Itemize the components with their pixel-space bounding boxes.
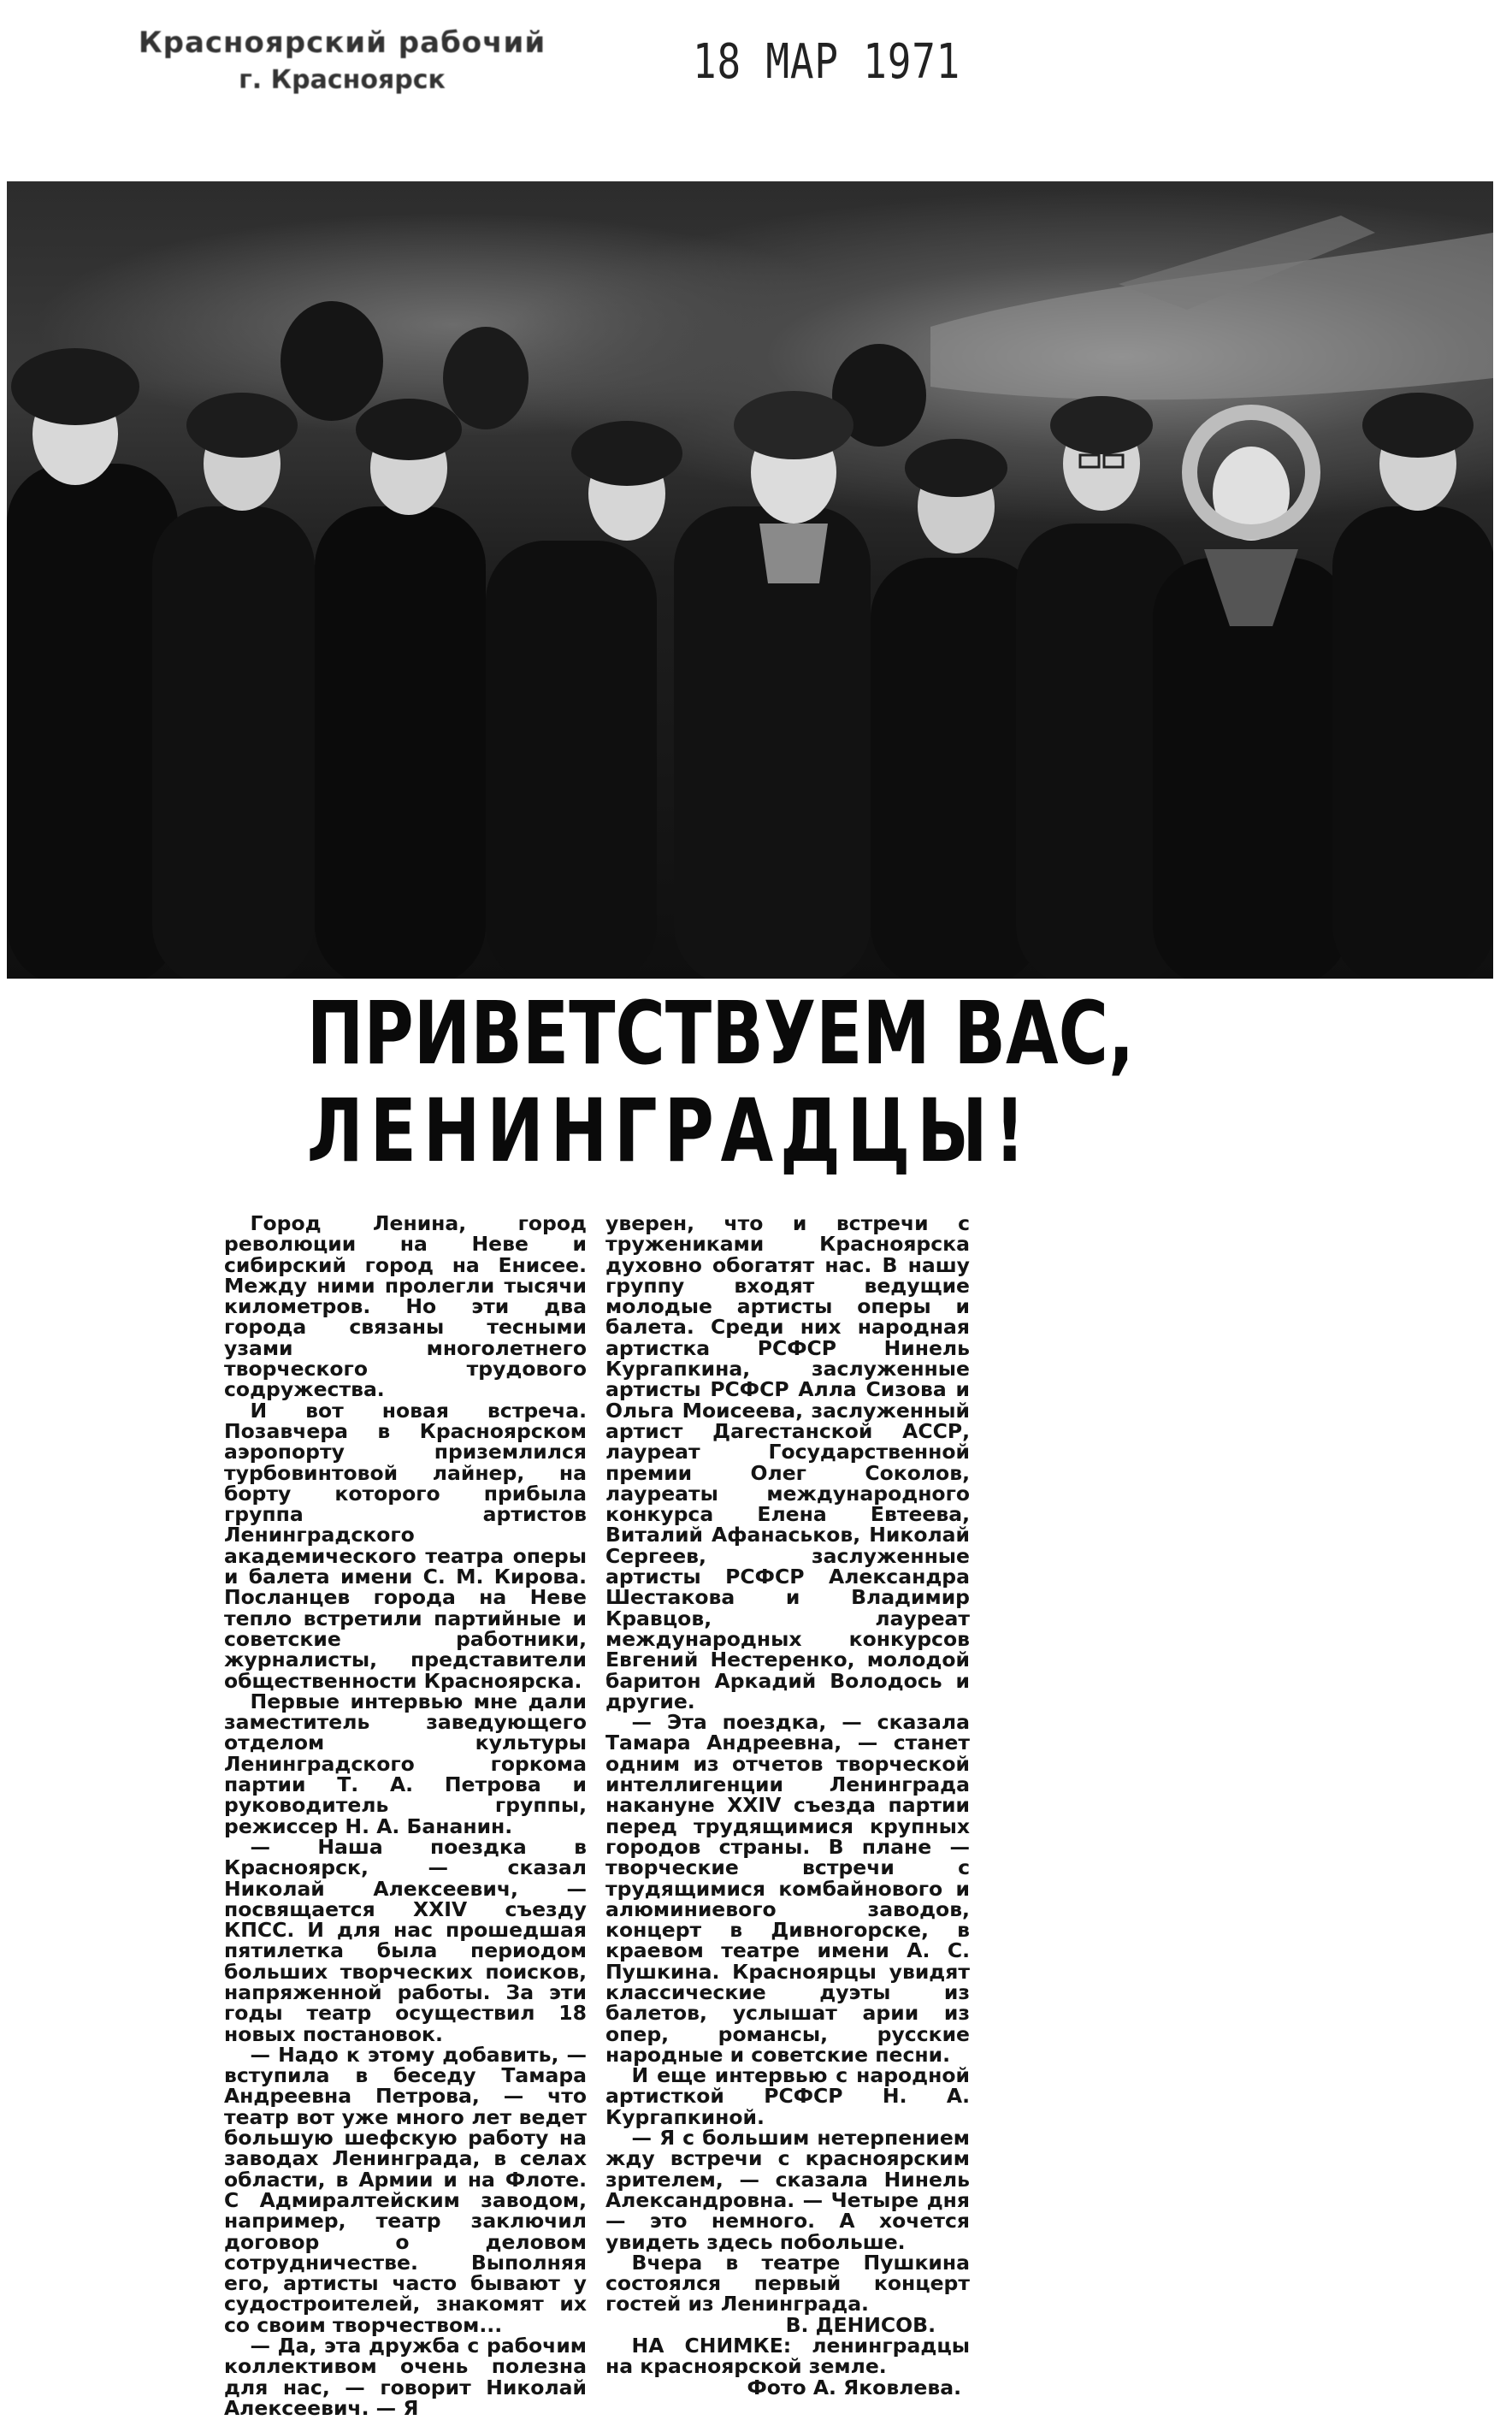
newspaper-city: г. Красноярск bbox=[239, 65, 446, 95]
paragraph: — Я с большим нетерпением жду встречи с красноярским зрителем, — сказала Нинель Александровна. — Четыре дня — это немного. А хочется увидеть здесь побольше. bbox=[605, 2126, 970, 2254]
date-stamp: 18 МАР 1971 bbox=[693, 34, 961, 90]
article-author: В. ДЕНИСОВ. bbox=[785, 2312, 936, 2337]
paragraph: Город Ленина, город революции на Неве и сибирский город на Енисее. Между ними пролегли тысячи километров. Но эти два города связаны тесными узами многолетнего творческого трудового содружества. bbox=[224, 1211, 587, 1402]
paragraph: Вчера в театре Пушкина состоялся первый концерт гостей из Ленинграда. bbox=[605, 2250, 970, 2316]
photo-credit: Фото А. Яковлева. bbox=[747, 2375, 961, 2399]
paragraph: — Надо к этому добавить, — вступила в беседу Тамара Андреевна Петрова, — что театр вот уже много лет ведет большую шефскую работу на заводах Ленинграда, в селах области, в Армии и на Флоте. С Адмиралтейским заводом, например, театр заключил договор о деловом сотрудничестве. Выполняя его, артисты часто бывают у судостроителей, знакомят их со своим творчеством... bbox=[224, 2042, 587, 2337]
article-column-2 bbox=[605, 1213, 970, 2398]
paragraph: Первые интервью мне дали заместитель заведующего отделом культуры Ленинградского горкома партии Т. А. Петрова и руководитель группы, режиссер Н. А. Бананин. bbox=[224, 1689, 587, 1838]
article-headline bbox=[224, 983, 1135, 1183]
paragraph: — Эта поездка, — сказала Тамара Андреевна, — станет одним из отчетов творческой интеллигенции Ленинграда накануне XXIV съезда партии перед трудящимися крупных городов страны. В плане — творческие встречи с трудящимися комбайнового и алюминиевого заводов, концерт в Дивногорске, в краевом театре имени А. С. Пушкина. Красноярцы увидят классические дуэты из балетов, услышат арии из опер, романсы, русские народные и советские песни. bbox=[605, 1710, 970, 2067]
headline-line-1: ПРИВЕТСТВУЕМ ВАС, bbox=[306, 983, 1135, 1085]
paragraph: — Да, эта дружба с рабочим коллективом очень полезна для нас, — говорит Николай Алексеевич. — Я bbox=[224, 2334, 587, 2420]
paragraph: И вот новая встреча. Позавчера в Красноярском аэропорту приземлился турбовинтовой лайнер, на борту которого прибыла группа артистов Ленинградского академического театра оперы и балета имени С. М. Кирова. Посланцев города на Неве тепло встретили партийные и советские работники, журналисты, представители общественности Красноярска. bbox=[224, 1398, 587, 1693]
paragraph: уверен, что и встречи с тружениками Красноярска духовно обогатят нас. В нашу группу входят ведущие молодые артисты оперы и балета. Среди них народная артистка РСФСР Нинель Кургапкина, заслуженные артисты РСФСР Алла Сизова и Ольга Моисеева, заслуженный артист Дагестанской АССР, лауреат Государственной премии Олег Соколов, лауреаты международного конкурса Елена Евтеева, Виталий Афанаськов, Николай Сергеев, заслуженные артисты РСФСР Александра Шестакова и Владимир Кравцов, лауреат международных конкурсов Евгений Нестеренко, молодой баритон Аркадий Володось и другие. bbox=[605, 1211, 970, 1713]
photo-caption: НА СНИМКЕ: ленинградцы на красноярской земле. bbox=[605, 2334, 970, 2379]
newspaper-name: Красноярский рабочий bbox=[138, 26, 546, 60]
newspaper-stamp bbox=[94, 26, 590, 95]
paragraph: — Наша поездка в Красноярск, — сказал Николай Алексеевич, — посвящается XXIV съезду КПСС. И для нас прошедшая пятилетка была периодом больших творческих поисков, напряженной работы. За эти годы театр осуществил 18 новых постановок. bbox=[224, 1834, 587, 2046]
article-column-1 bbox=[224, 1213, 587, 2418]
group-photo bbox=[7, 181, 1493, 979]
headline-line-2: ЛЕНИНГРАДЦЫ! bbox=[306, 1080, 1032, 1183]
paragraph: И еще интервью с народной артисткой РСФСР Н. А. Кургапкиной. bbox=[605, 2063, 970, 2129]
photo-group-icon bbox=[7, 181, 1493, 979]
